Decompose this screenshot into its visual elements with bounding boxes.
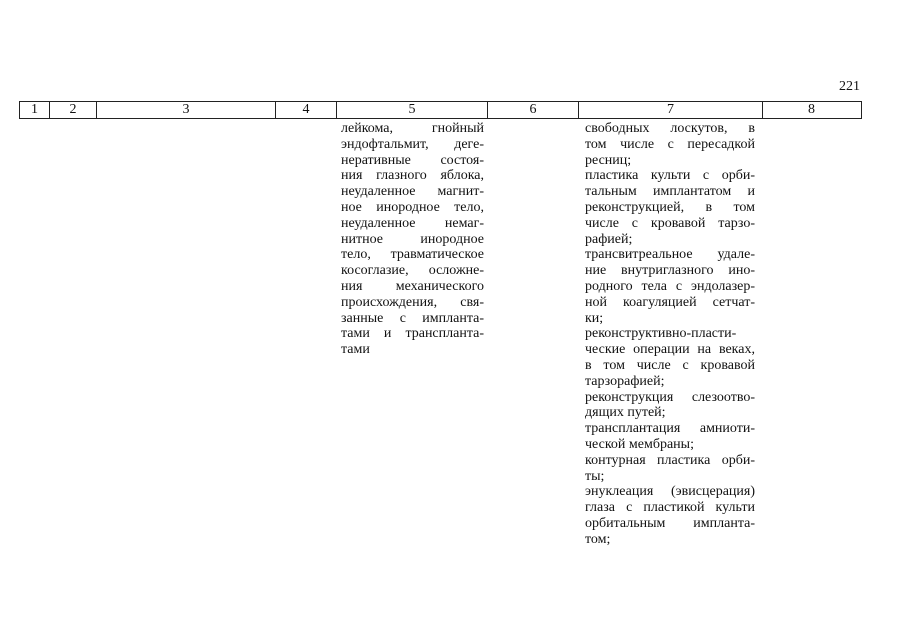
column-5-line: занные с импланта- — [341, 310, 484, 326]
header-cell-8: 8 — [808, 102, 815, 117]
column-7-line: тарзорафией; — [585, 373, 665, 389]
page-number: 221 — [839, 79, 860, 94]
column-7-line: том числе с пересадкой — [585, 136, 755, 152]
column-7-line: свободных лоскутов, в — [585, 121, 755, 136]
column-7-line: реконструкция слезоотво- — [585, 389, 755, 405]
header-cell-2: 2 — [50, 102, 97, 118]
column-7-line: дящих путей; — [585, 405, 666, 421]
column-5-line: неративные состоя- — [341, 152, 484, 168]
column-7-line: ной коагуляцией сетчат- — [585, 294, 755, 310]
column-7-line: реконструктивно-пласти- — [585, 326, 737, 342]
table-header-row — [19, 101, 862, 119]
header-cell-6: 6 — [488, 102, 579, 118]
header-cell-7: 7 — [579, 102, 763, 118]
column-5-line: нитное инородное — [341, 231, 484, 247]
column-5-line: тами — [341, 342, 370, 358]
column-7-line: родного тела с эндолазер- — [585, 278, 755, 294]
column-7-line: энуклеация (эвисцерация) — [585, 484, 755, 500]
column-7-line: ки; — [585, 310, 604, 326]
column-5-line: ния глазного яблока, — [341, 168, 484, 184]
column-5-line: тело, травматическое — [341, 247, 484, 263]
column-7-line: ресниц; — [585, 152, 632, 168]
column-7-line: глаза с пластикой культи — [585, 500, 755, 516]
column-7-line: реконструкцией, в том — [585, 199, 755, 215]
column-7-line: в том числе с кровавой — [585, 357, 755, 373]
column-7-line: числе с кровавой тарзо- — [585, 215, 755, 231]
column-7-line: контурная пластика орби- — [585, 452, 755, 468]
column-7-line: тальным имплантатом и — [585, 184, 755, 200]
column-7-line: трансплантация амниоти- — [585, 421, 755, 437]
column-5-line: неудаленное немаг- — [341, 215, 484, 231]
column-7-line: орбитальным импланта- — [585, 515, 755, 531]
column-5-line: происхождения, свя- — [341, 294, 484, 310]
column-7-line: ние внутриглазного ино- — [585, 263, 755, 279]
column-7-line: ческие операции на веках, — [585, 342, 755, 358]
column-5-line: ния механического — [341, 278, 484, 294]
header-cell-4: 4 — [276, 102, 337, 118]
column-5-line: тами и транспланта- — [341, 326, 484, 342]
column-7-line: ты; — [585, 468, 605, 484]
column-5-line: неудаленное магнит- — [341, 184, 484, 200]
header-cell-3: 3 — [97, 102, 276, 118]
column-7-line: ческой мембраны; — [585, 436, 694, 452]
column-7-line: трансвитреальное удале- — [585, 247, 755, 263]
header-cell-1: 1 — [20, 102, 50, 118]
column-5-line: эндофтальмит, деге- — [341, 136, 484, 152]
column-7-text — [585, 121, 755, 548]
column-5-line: лейкома, гнойный — [341, 121, 484, 136]
header-cell-5: 5 — [337, 102, 488, 118]
column-5-text — [341, 121, 484, 358]
column-7-line: пластика культи с орби- — [585, 168, 755, 184]
column-7-line: том; — [585, 531, 611, 547]
column-5-line: косоглазие, осложне- — [341, 263, 484, 279]
column-5-line: ное инородное тело, — [341, 199, 484, 215]
column-7-line: рафией; — [585, 231, 633, 247]
